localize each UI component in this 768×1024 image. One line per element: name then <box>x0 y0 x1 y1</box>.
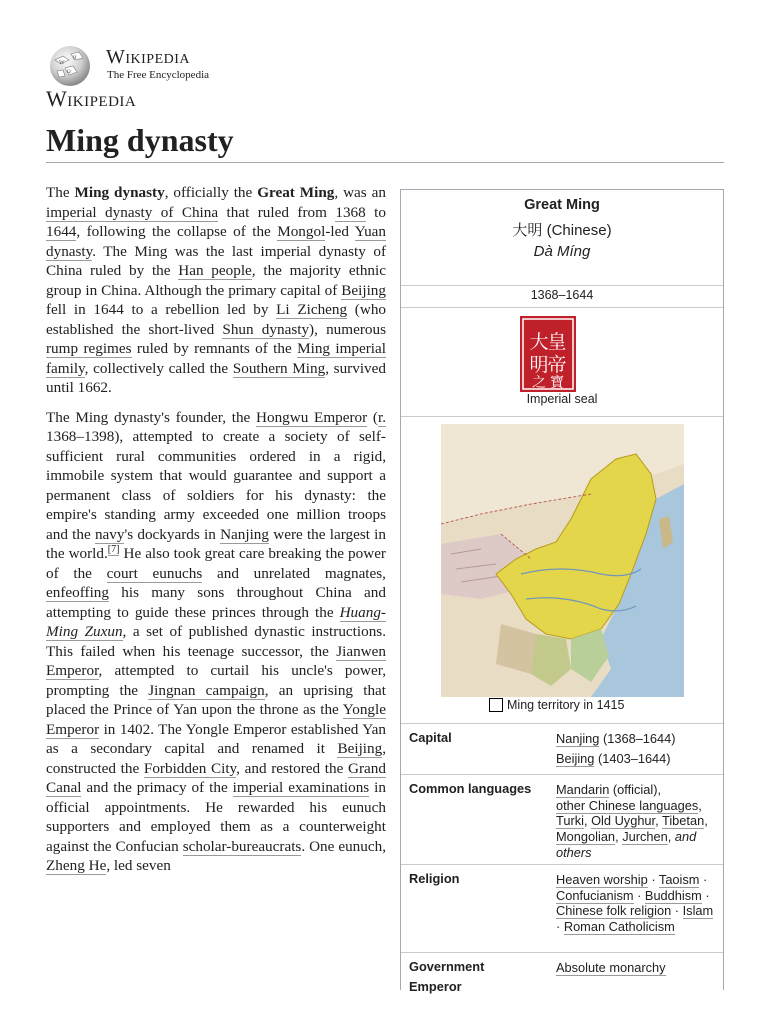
row-value <box>556 960 716 976</box>
title-divider <box>46 162 724 163</box>
link-jingnan-campaign[interactable]: Jingnan campaign <box>148 681 265 699</box>
native-name-chars: 大明 <box>512 222 543 239</box>
link-imperial-examinations[interactable]: imperial examinations <box>232 779 370 796</box>
infobox-native-name <box>401 219 723 240</box>
link-capital-nanjing[interactable]: Nanjing <box>556 731 600 746</box>
seal-char: 皇 <box>547 331 567 353</box>
link-beijing[interactable]: Beijing <box>341 281 386 299</box>
link-beijing-2[interactable]: Beijing <box>337 740 383 757</box>
infobox-seal-section <box>401 308 723 417</box>
infobox-title-block <box>401 197 723 286</box>
link-imperial-dynasty-of-china[interactable]: imperial dynasty of China <box>46 203 219 221</box>
link-1644[interactable]: 1644 <box>46 223 77 240</box>
link-absolute-monarchy[interactable]: Absolute monarchy <box>556 960 666 975</box>
infobox-title: Great Ming <box>524 197 600 213</box>
svg-text:И: И <box>73 56 77 61</box>
link-other-chinese-languages[interactable]: other Chinese languages <box>556 797 699 813</box>
link-jianwen-emperor[interactable]: Jianwen Emperor <box>46 642 386 679</box>
legend-label: Ming territory in 1415 <box>507 698 625 712</box>
link-old-uyghur[interactable]: Old Uyghur <box>591 813 656 829</box>
link-court-eunuchs[interactable]: court eunuchs <box>106 564 203 582</box>
article-paragraph: The Ming dynasty's founder, the Hongwu Emperor (r. 1368–1398), attempted to create a society of self-sufficient rural communities ordered in a rigid, immobile system that would guarantee and support a permanent class of soldiers for his dynasty: the empire's standing army exceeded one million troops and the navy's dockyards in Nanjing were the largest in the world.[7] He also took great care breaking the power of the court eunuchs and unrelated magnates, enfeoffing his many sons throughout China and attempting to guide these princes through the Huang-Ming Zuxun, a set of published dynastic instructions. This failed when his teenage successor, the Jianwen Emperor, attempted to curtail his uncle's power, prompting the Jingnan campaign, an uprising that placed the Prince of Yan upon the throne as the Yongle Emperor in 1402. The Yongle Emperor established Yan as a secondary capital and renamed it Beijing, constructed the Forbidden City, and restored the Grand Canal and the primacy of the imperial examinations in official appointments. He rewarded his eunuch supporters and employed them as a counterweight against the Confucian scholar-bureaucrats. One eunuch, Zheng He, led seven <box>46 408 387 874</box>
row-label-emperor: Emperor <box>409 979 462 994</box>
capital-beijing-dates: (1403–1644) <box>594 750 671 766</box>
link-southern-ming[interactable]: Southern Ming <box>232 359 326 377</box>
row-label: Common languages <box>409 781 532 796</box>
link-nanjing[interactable]: Nanjing <box>220 525 269 543</box>
wikipedia-wordmark-secondary[interactable]: Wikipedia <box>46 86 137 111</box>
seal-char: 大 <box>529 331 549 353</box>
link-forbidden-city[interactable]: Forbidden City <box>143 759 237 777</box>
article-body <box>46 183 386 886</box>
link-buddhism[interactable]: Buddhism <box>644 887 702 903</box>
link-scholar-bureaucrats[interactable]: scholar-bureaucrats <box>182 837 302 855</box>
row-value: Mandarin (official), other Chinese languages, Turki, Old Uyghur, Tibetan, Mongolian, Jurchen, and others <box>556 782 708 860</box>
row-value: Heaven worship · Taoism · Confucianism · Buddhism · Chinese folk religion · Islam · Roman Catholicism <box>556 872 714 935</box>
link-zheng-he[interactable]: Zheng He <box>46 857 107 874</box>
link-hongwu-emperor[interactable]: Hongwu Emperor <box>256 408 368 426</box>
row-label: Government <box>409 959 485 974</box>
link-jurchen[interactable]: Jurchen <box>622 829 668 845</box>
link-roman-catholicism[interactable]: Roman Catholicism <box>563 919 675 935</box>
row-label: Capital <box>409 730 452 745</box>
seal-caption: Imperial seal <box>526 392 598 406</box>
link-huang-ming-zuxun[interactable]: Huang-Ming Zuxun <box>46 603 386 640</box>
link-heaven-worship[interactable]: Heaven worship <box>556 872 648 887</box>
link-mongol[interactable]: Mongol <box>277 223 326 240</box>
link-taoism[interactable]: Taoism <box>658 872 700 887</box>
link-reign-abbr[interactable]: r. <box>377 408 386 426</box>
row-label: Religion <box>409 871 460 886</box>
legend-swatch <box>489 698 503 712</box>
infobox-row-religion <box>401 865 723 953</box>
link-yongle-emperor[interactable]: Yongle Emperor <box>46 701 386 738</box>
link-mongolian[interactable]: Mongolian <box>556 829 616 845</box>
seal-char: 寶 <box>550 375 564 391</box>
wikipedia-globe-logo[interactable] <box>45 44 95 87</box>
link-grand-canal[interactable]: Grand Canal <box>46 759 386 796</box>
link-tibetan[interactable]: Tibetan <box>662 813 705 829</box>
infobox-row-government <box>401 953 723 997</box>
infobox-years: 1368–1644 <box>401 286 723 308</box>
link-confucianism[interactable]: Confucianism <box>556 887 634 903</box>
map-legend <box>489 698 624 712</box>
seal-char: 明 <box>529 354 549 376</box>
wikipedia-tagline: The Free Encyclopedia <box>107 69 210 81</box>
link-capital-beijing[interactable]: Beijing <box>556 750 595 766</box>
link-han-people[interactable]: Han people <box>178 262 252 279</box>
infobox <box>400 189 724 994</box>
wikipedia-wordmark[interactable]: Wikipedia <box>106 46 191 68</box>
link-islam[interactable]: Islam <box>682 903 714 919</box>
link-navy[interactable]: navy <box>94 525 125 543</box>
page-title: Ming dynasty <box>46 122 234 158</box>
link-mandarin[interactable]: Mandarin <box>556 782 610 797</box>
link-enfeoffing[interactable]: enfeoffing <box>46 584 109 601</box>
link-chinese-folk-religion[interactable]: Chinese folk religion <box>556 903 672 919</box>
citation-7[interactable]: [7] <box>107 543 120 555</box>
link-ming-imperial-family[interactable]: Ming imperial family <box>46 340 386 377</box>
infobox-row-languages <box>401 775 723 865</box>
link-shun-dynasty[interactable]: Shun dynasty <box>222 320 310 338</box>
infobox-romanization: Dà Míng <box>533 243 591 260</box>
seal-char: 之 <box>532 375 546 391</box>
native-name-language: (Chinese) <box>546 222 612 239</box>
infobox-map-section <box>401 417 723 724</box>
svg-text:Ω: Ω <box>67 70 71 75</box>
infobox-row-capital <box>401 724 723 775</box>
link-1368[interactable]: 1368 <box>335 203 366 221</box>
link-rump-regimes[interactable]: rump regimes <box>46 340 132 357</box>
svg-text:W: W <box>59 60 65 66</box>
row-value <box>556 731 716 766</box>
ming-territory-map[interactable] <box>441 424 684 697</box>
link-yuan-dynasty[interactable]: Yuan dynasty <box>46 223 386 260</box>
link-li-zicheng[interactable]: Li Zicheng <box>276 301 348 318</box>
link-turki[interactable]: Turki <box>556 813 584 829</box>
seal-char: 帝 <box>547 354 567 376</box>
imperial-seal-image[interactable] <box>520 316 576 392</box>
article-paragraph: The Ming dynasty, officially the Great Ming, was an imperial dynasty of China that ruled from 1368 to 1644, following the collapse of the Mongol-led Yuan dynasty. The Ming was the last imperial dynasty of China ruled by the Han people, the majority ethnic group in China. Although the primary capital of Beijing fell in 1644 to a rebellion led by Li Zicheng (who established the short-lived Shun dynasty), numerous rump regimes ruled by remnants of the Ming imperial family, collectively called the Southern Ming, survived until 1662. <box>46 184 387 396</box>
capital-nanjing-dates: (1368–1644) <box>599 731 676 746</box>
